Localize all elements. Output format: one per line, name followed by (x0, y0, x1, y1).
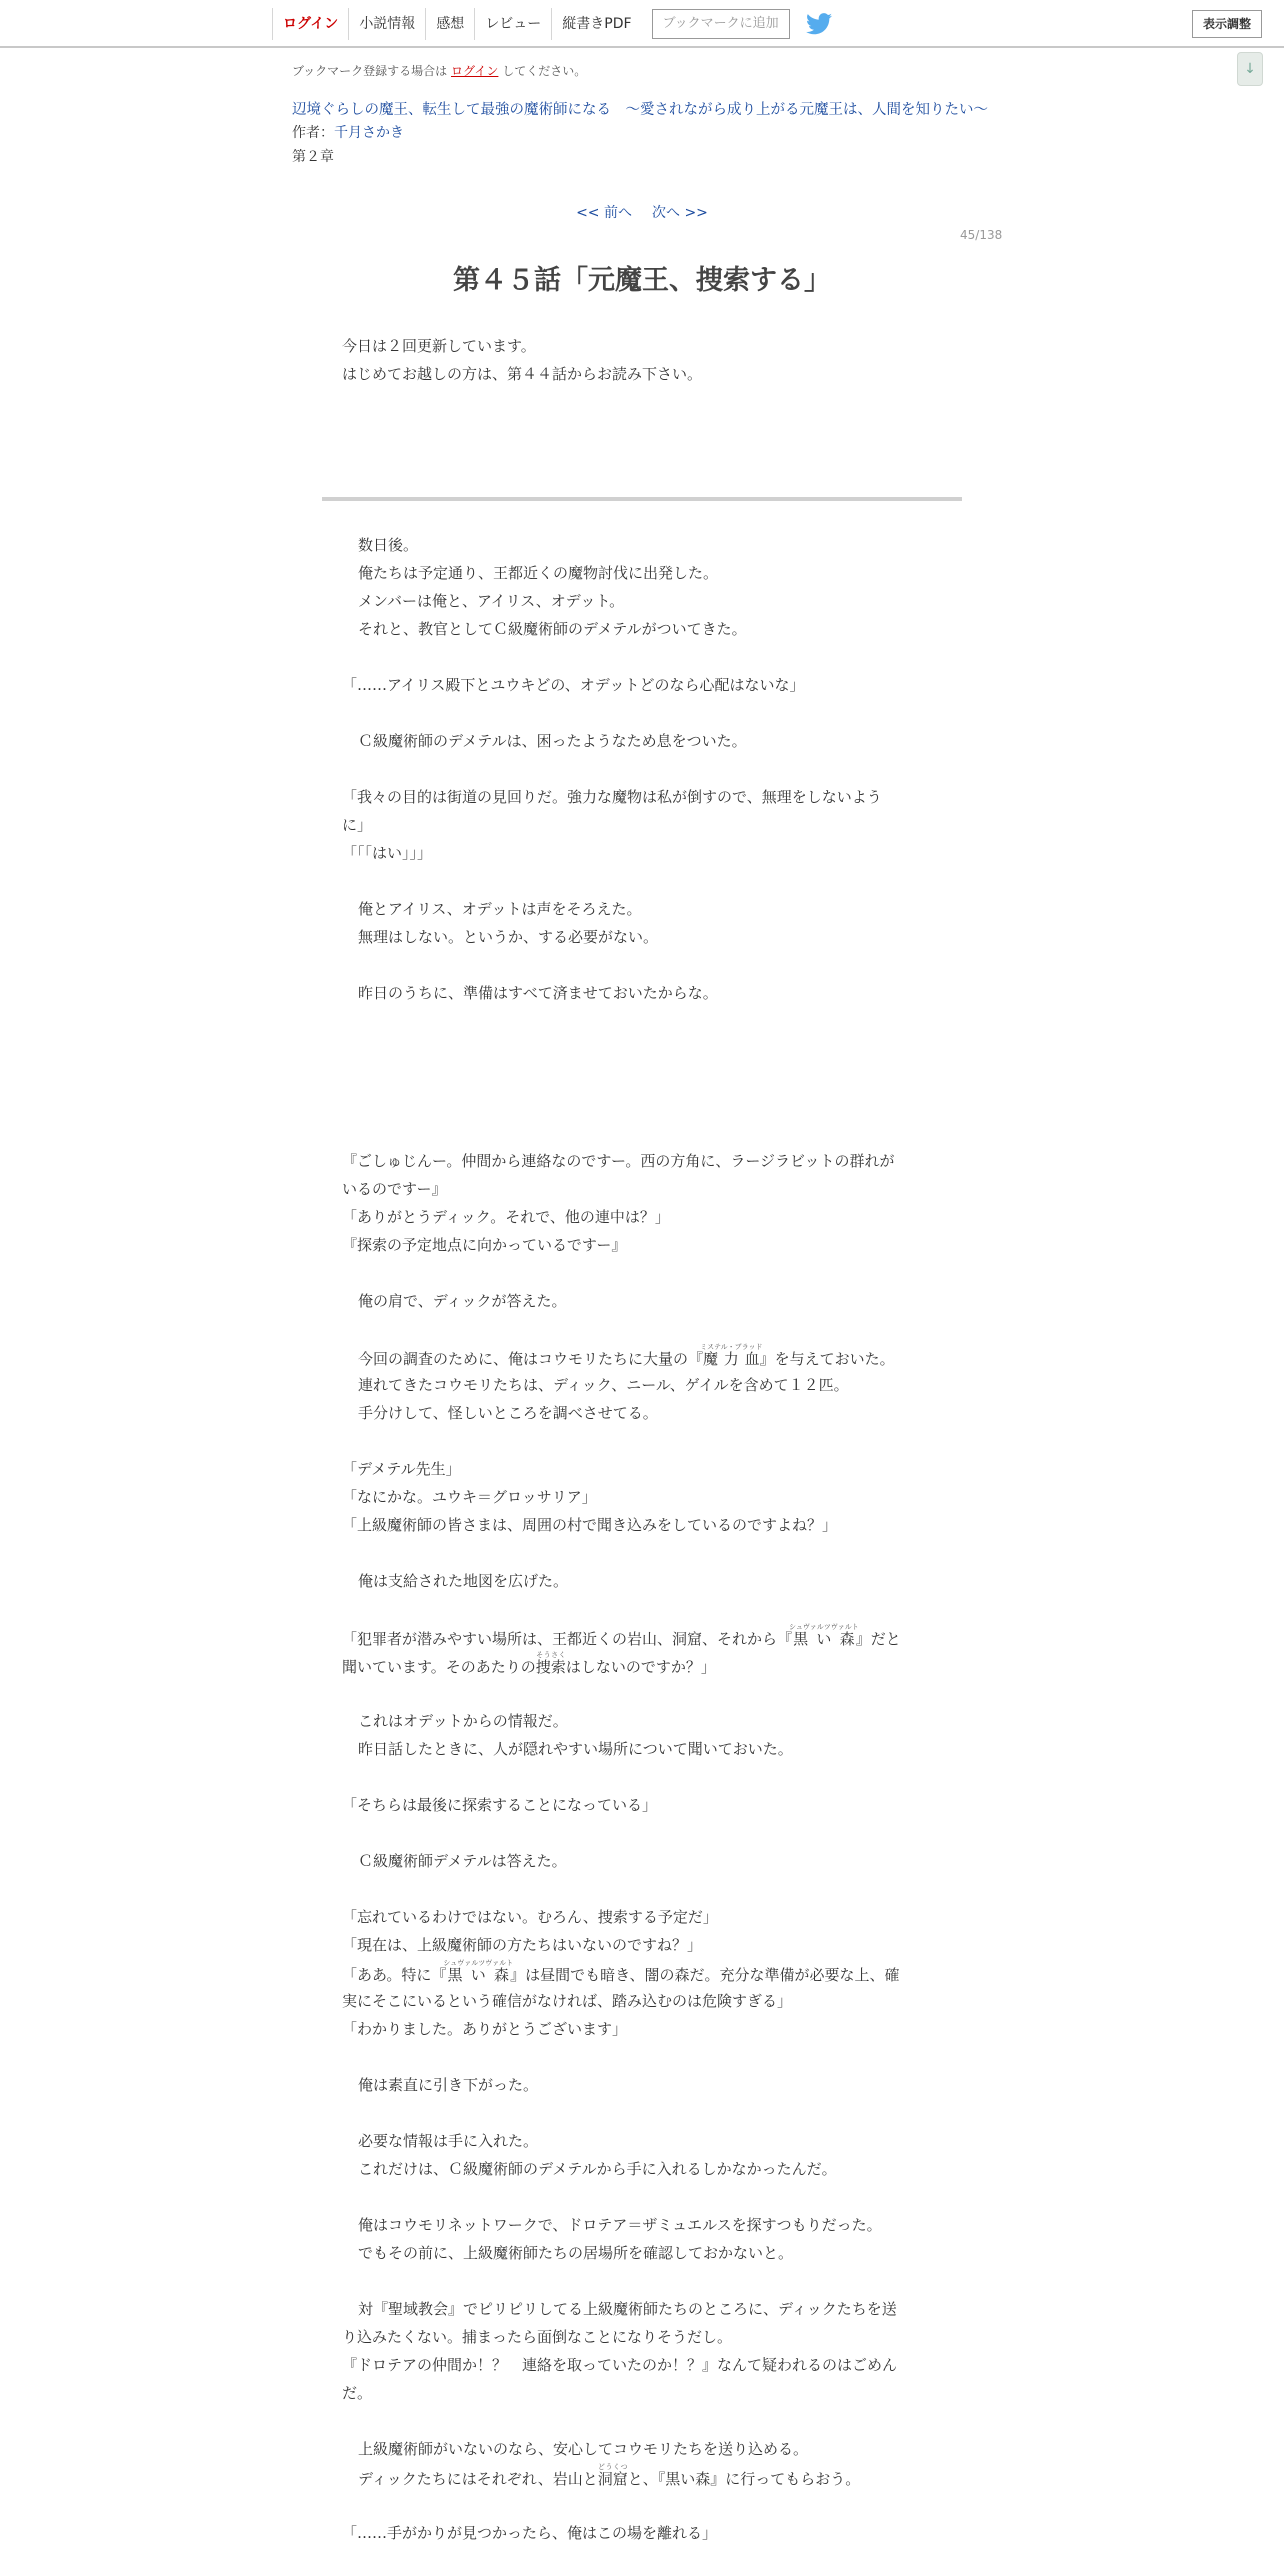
blank-line (342, 2491, 942, 2519)
ruby-reading: どうくつ (597, 2463, 628, 2471)
text-segment: 「ああ。特に『 (342, 1966, 447, 1984)
blank-line (342, 1259, 942, 1287)
text-line: 「ありがとうディック。それで、他の連中は？」 (342, 1208, 670, 1226)
text-line: 『ドロテアの仲間か！？ 連絡を取っていたのか！？』なんて疑われるのはごめん (342, 2356, 898, 2374)
blank-line (342, 1035, 942, 1063)
prev-link[interactable]: << 前へ (576, 205, 632, 221)
header-bar (0, 0, 1284, 48)
text-line: 「「「はい」」」 (342, 844, 433, 862)
blank-line (342, 867, 942, 895)
text-line: Ｃ級魔術師のデメテルは、困ったようなため息をついた。 (358, 732, 747, 750)
text-line: 対『聖域教会』でピリピリしてる上級魔術師たちのところに、ディックたちを送 (358, 2300, 897, 2318)
text-line: 連れてきたコウモリたちは、ディック、ニール、ゲイルを含めて１２匹。 (358, 1376, 849, 1394)
blank-line (342, 2183, 942, 2211)
blank-line (342, 2099, 942, 2127)
text-line: に」 (342, 816, 373, 834)
author-link[interactable]: 千月さかき (334, 125, 404, 141)
text-line: 「忘れているわけではない。むろん、捜索する予定だ」 (342, 1908, 718, 1926)
ruby-base: 黒い森 (443, 1966, 514, 1984)
text-line: でもその前に、上級魔術師たちの居場所を確認しておかないと。 (358, 2244, 794, 2262)
main-nav (272, 8, 832, 40)
preface-line: 今日は２回更新しています。 (342, 337, 536, 355)
twitter-icon[interactable] (806, 13, 832, 35)
ruby-schwarzwald (443, 1959, 514, 1984)
scroll-down-icon[interactable]: ↓ (1237, 52, 1263, 86)
next-link[interactable]: 次へ >> (652, 205, 708, 221)
text-line: 俺は支給された地図を広げた。 (358, 1572, 569, 1590)
text-line: 数日後。 (358, 536, 419, 554)
text-line: 「そちらは最後に探索することになっている」 (342, 1796, 658, 1814)
text-line: 必要な情報は手に入れた。 (358, 2132, 539, 2150)
text-line: 俺はコウモリネットワークで、ドロテア＝ザミュエルスを探すつもりだった。 (358, 2216, 882, 2234)
text-line: 「……手がかりが見つかったら、俺はこの場を離れる」 (342, 2524, 718, 2542)
ruby-reading: シュヴァルツヴァルト (789, 1623, 859, 1631)
nav-vertical-pdf[interactable]: 縦書きPDF (551, 8, 641, 40)
blank-line (342, 699, 942, 727)
bookmark-note-post: してください。 (502, 64, 587, 78)
text-line (342, 1651, 942, 1679)
blank-line (342, 1763, 942, 1791)
text-line: 俺の肩で、ディックが答えた。 (358, 1292, 567, 1310)
honbun (342, 531, 942, 2547)
text-line: 『ごしゅじんー。仲間から連絡なのですー。西の方角に、ラージラビットの群れが (342, 1152, 895, 1170)
ruby-schwarzwald (789, 1623, 859, 1648)
text-line: 「現在は、上級魔術師の方たちはいないのですね？」 (342, 1936, 703, 1954)
novel-title-link[interactable]: 辺境ぐらしの魔王、転生して最強の魔術師になる 〜愛されながら成り上がる元魔王は、人間を知りたい〜 (292, 102, 988, 118)
blank-line (342, 1119, 942, 1147)
preface (342, 332, 702, 388)
blank-line (342, 755, 942, 783)
text-line: 昨日のうちに、準備はすべて済ませておいたからな。 (358, 984, 718, 1002)
text-line: それと、教官としてＣ級魔術師のデメテルがついてきた。 (358, 620, 747, 638)
blank-line (342, 1679, 942, 1707)
text-line: メンバーは俺と、アイリス、オデット。 (358, 592, 625, 610)
display-settings-button[interactable]: 表示調整 (1192, 10, 1262, 38)
pager (0, 202, 1284, 222)
ruby-sousaku (535, 1651, 566, 1676)
chapter-label: 第２章 (292, 149, 334, 165)
text-segment: 「犯罪者が潜みやすい場所は、王都近くの岩山、洞窟、それから『 (342, 1630, 793, 1648)
text-line: だ。 (342, 2384, 373, 2402)
preface-line: はじめてお越しの方は、第４４話からお読み下さい。 (342, 365, 703, 383)
page-number: 45/138 (960, 228, 1003, 242)
text-line (342, 1959, 942, 1987)
blank-line (342, 1875, 942, 1903)
author-line (292, 122, 404, 142)
blank-line (342, 1007, 942, 1035)
blank-line (342, 1315, 942, 1343)
nav-review[interactable]: レビュー (474, 8, 551, 40)
text-line: Ｃ級魔術師デメテルは答えた。 (358, 1852, 567, 1870)
text-line: これだけは、Ｃ級魔術師のデメテルから手に入れるしかなかったんだ。 (358, 2160, 837, 2178)
text-line: 『探索の予定地点に向かっているですー』 (342, 1236, 627, 1254)
blank-line (342, 2267, 942, 2295)
text-line: り込みたくない。捕まったら面倒なことになりそうだし。 (342, 2328, 733, 2346)
nav-novel-info[interactable]: 小説情報 (348, 8, 425, 40)
blank-line (342, 1091, 942, 1119)
bookmark-note (292, 62, 586, 79)
bookmark-add-button[interactable]: ブックマークに追加 (652, 9, 790, 39)
text-segment: 』は昼間でも暗き、闇の森だ。充分な準備が必要な上、確 (510, 1966, 900, 1984)
text-segment: 今回の調査のために、俺はコウモリたちに大量の『 (358, 1350, 704, 1368)
text-segment: はしないのですか？」 (565, 1658, 716, 1676)
blank-line (342, 951, 942, 979)
text-line: 「我々の目的は街道の見回りだ。強力な魔物は私が倒すので、無理をしないよう (342, 788, 882, 806)
nav-login[interactable]: ログイン (272, 8, 348, 40)
text-segment: 聞いています。そのあたりの (342, 1658, 536, 1676)
text-line: 「わかりました。ありがとうございます」 (342, 2020, 628, 2038)
text-line: 手分けして、怪しいところを調べさせてる。 (358, 1404, 658, 1422)
bookmark-note-pre: ブックマーク登録する場合は (292, 64, 448, 78)
author-label: 作者： (292, 125, 334, 141)
blank-line (342, 1595, 942, 1623)
text-line (342, 2463, 942, 2491)
preface-divider (322, 497, 962, 501)
ruby-mistel-blood (700, 1343, 763, 1368)
text-line (342, 1623, 942, 1651)
text-line: 俺は素直に引き下がった。 (358, 2076, 539, 2094)
blank-line (342, 643, 942, 671)
blank-line (342, 2407, 942, 2435)
nav-impressions[interactable]: 感想 (425, 8, 474, 40)
text-line: これはオデットからの情報だ。 (358, 1712, 568, 1730)
blank-line (342, 1819, 942, 1847)
text-line: 「なにかな。ユウキ＝グロッサリア」 (342, 1488, 597, 1506)
text-line: 上級魔術師がいないのなら、安心してコウモリたちを送り込める。 (358, 2440, 809, 2458)
text-line: 「……アイリス殿下とユウキどの、オデットどのなら心配はないな」 (342, 676, 805, 694)
blank-line (342, 2043, 942, 2071)
text-line: 「デメテル先生」 (342, 1460, 461, 1478)
text-segment: ディックたちにはそれぞれ、岩山と (358, 2470, 598, 2488)
text-segment: 』を与えておいた。 (759, 1350, 895, 1368)
blank-line (342, 1539, 942, 1567)
ruby-reading: シュヴァルツヴァルト (443, 1959, 514, 1967)
blank-line (342, 1427, 942, 1455)
ruby-base: 洞窟 (597, 2470, 628, 2488)
text-line: いるのですー』 (342, 1180, 447, 1198)
text-line: 昨日話したときに、人が隠れやすい場所について聞いておいた。 (358, 1740, 793, 1758)
ruby-reading: ミステル・ブラッド (700, 1343, 763, 1351)
text-segment: と、『黒い森』に行ってもらおう。 (627, 2470, 861, 2488)
ruby-base: 捜索 (535, 1658, 566, 1676)
text-line: 俺たちは予定通り、王都近くの魔物討伐に出発した。 (358, 564, 719, 582)
text-segment: 』だと (855, 1630, 901, 1648)
blank-line (342, 1063, 942, 1091)
ruby-doukutsu (597, 2463, 628, 2488)
bookmark-login-link[interactable]: ログイン (451, 64, 499, 78)
ruby-reading: そうさく (535, 1651, 566, 1659)
ruby-base: 黒い森 (789, 1630, 859, 1648)
text-line: 俺とアイリス、オデットは声をそろえた。 (358, 900, 642, 918)
episode-title: 第４５話「元魔王、捜索する」 (453, 265, 831, 296)
text-line: 実にそこにいるという確信がなければ、踏み込むのは危険すぎる」 (342, 1992, 793, 2010)
text-line (342, 1343, 942, 1371)
ruby-base: 魔力血 (700, 1350, 763, 1368)
text-line: 「上級魔術師の皆さまは、周囲の村で聞き込みをしているのですよね？」 (342, 1516, 838, 1534)
text-line: 無理はしない。というか、する必要がない。 (358, 928, 659, 946)
